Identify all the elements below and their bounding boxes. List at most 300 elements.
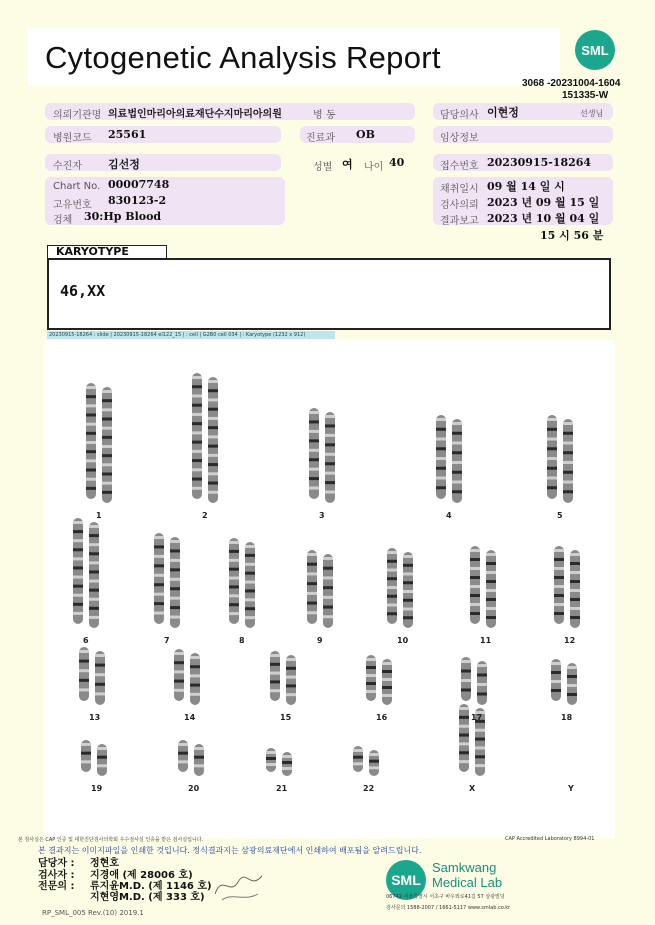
chromosome-band (387, 604, 397, 607)
chromosome-band (192, 487, 202, 490)
chromosome-band (79, 688, 89, 691)
chromosome-label-21: 21 (276, 784, 288, 793)
result-label: 결과보고 (440, 216, 479, 227)
clinical-label: 임상정보 (440, 133, 479, 144)
chromosome-band (307, 602, 317, 605)
chromosome-band (307, 592, 317, 595)
chromosome-15-2 (286, 655, 296, 705)
chromosome-15-1 (270, 651, 280, 701)
chromosome-band (554, 594, 564, 597)
image-info-strip: 20230915-18264 : slide | 20230915-18264 el122_15 | : cell | G2B0 cell 034 | : Karyotype (1232 x 912) (47, 331, 335, 339)
chromosome-band (563, 481, 573, 484)
chromosome-band (245, 598, 255, 601)
chromosome-label-2: 2 (202, 511, 208, 520)
chromosome-band (563, 471, 573, 474)
sex-value: 여 (342, 158, 353, 171)
chromosome-band (547, 418, 557, 421)
chromosome-band (452, 490, 462, 493)
chromosome-band (461, 660, 471, 663)
chromosome-13-2 (95, 651, 105, 705)
chromosome-band (174, 689, 184, 692)
chromosome-band (547, 486, 557, 489)
chromosome-band (547, 428, 557, 431)
chromosome-band (452, 481, 462, 484)
chromosome-band (369, 753, 379, 756)
chromosome-band (470, 594, 480, 597)
chromosome-band (286, 693, 296, 696)
chromosome-band (554, 585, 564, 588)
chromosome-band (89, 552, 99, 555)
chromosome-band (366, 690, 376, 693)
chromosome-band (387, 577, 397, 580)
chromosome-band (102, 491, 112, 494)
chromosome-band (282, 761, 292, 764)
chromosome-band (436, 428, 446, 431)
chromosome-band (270, 654, 280, 657)
doctor-value: 이현정 (487, 106, 519, 119)
chromosome-band (266, 757, 276, 760)
result-value: 2023 년 10 월 04 일 (487, 212, 600, 225)
chromosome-band (554, 567, 564, 570)
chromosome-band (551, 662, 561, 665)
chromosome-band (86, 404, 96, 407)
chromosome-pair-6 (73, 518, 99, 628)
chromosome-band (325, 481, 335, 484)
chromosome-label-1: 1 (96, 511, 102, 520)
chromosome-band (229, 568, 239, 571)
karyotype-value: 46,XX (60, 282, 106, 300)
chromosome-band (192, 404, 202, 407)
chromosome-band (366, 682, 376, 685)
chromosome-band (86, 386, 96, 389)
institution-label: 의뢰기관명 (53, 110, 102, 121)
chromosome-band (208, 435, 218, 438)
chromosome-band (309, 458, 319, 461)
chromosome-band (194, 764, 204, 767)
chromosome-band (190, 693, 200, 696)
manager-label: 담당자 : (38, 858, 75, 869)
chromosome-band (245, 589, 255, 592)
chromosome-band (486, 589, 496, 592)
chromosome-band (366, 658, 376, 661)
chromosome-band (154, 593, 164, 596)
chromosome-pair-3 (309, 408, 335, 503)
chromosome-band (190, 665, 200, 668)
chromosome-band (286, 658, 296, 661)
chromosome-band (229, 594, 239, 597)
chromosome-band (102, 418, 112, 421)
chromosome-band (567, 675, 577, 678)
chromosome-label-13: 13 (89, 713, 101, 722)
chromosome-label-3: 3 (319, 511, 325, 520)
chromosome-label-17: 17 (471, 713, 483, 722)
lab-name-line1: Samkwang (432, 860, 497, 875)
chromosome-band (286, 676, 296, 679)
chromosome-band (436, 438, 446, 441)
chromosome-band (154, 555, 164, 558)
chromosome-band (366, 674, 376, 677)
chromosome-band (81, 760, 91, 763)
chromosome-band (353, 749, 363, 752)
chromosome-band (86, 469, 96, 472)
chromosome-band (570, 589, 580, 592)
chromosome-band (86, 395, 96, 398)
sml-logo: SML (575, 30, 615, 70)
chromosome-band (102, 463, 112, 466)
chromosome-band (570, 553, 580, 556)
chromosome-band (567, 666, 577, 669)
chromosome-band (459, 707, 469, 710)
chromosome-band (208, 445, 218, 448)
chromosome-band (192, 413, 202, 416)
chromosome-band (563, 461, 573, 464)
chromosome-band (192, 468, 202, 471)
chromosome-band (461, 679, 471, 682)
chromosome-14-2 (190, 653, 200, 705)
report-id-line1: 3068 -20231004-1604 (522, 78, 621, 89)
chromosome-band (73, 557, 83, 560)
chromosome-band (547, 447, 557, 450)
chromosome-band (245, 581, 255, 584)
chromosome-band (570, 562, 580, 565)
chromosome-pair-22 (353, 746, 379, 776)
doctor-label: 담당의사 (440, 110, 479, 121)
chromosome-band (174, 670, 184, 673)
chromosome-pair-18 (551, 659, 577, 705)
chromosome-band (387, 612, 397, 615)
chromosome-band (486, 562, 496, 565)
chromosome-band (382, 694, 392, 697)
chromosome-pair-20 (178, 740, 204, 776)
chromosome-band (208, 491, 218, 494)
chromosome-pair-21 (266, 748, 292, 776)
chromosome-pair-19 (81, 740, 107, 776)
chromosome-pair-5 (547, 415, 573, 503)
chromosome-band (170, 559, 180, 562)
chromosome-16-2 (382, 659, 392, 705)
chromosome-band (387, 560, 397, 563)
chromosome-band (475, 738, 485, 741)
chromosome-band (194, 756, 204, 759)
chromosome-band (229, 603, 239, 606)
chromosome-band (461, 689, 471, 692)
chromosome-band (452, 461, 462, 464)
chromosome-pair-14 (174, 649, 200, 705)
chromosome-pair-12 (554, 546, 580, 628)
chromosome-band (178, 743, 188, 746)
chromosome-label-6: 6 (83, 636, 89, 645)
chromosome-band (470, 612, 480, 615)
chromosome-band (208, 398, 218, 401)
chromosome-band (459, 716, 469, 719)
form-code: RP_SML_005 Rev.(10) 2019.1 (42, 909, 144, 917)
chromosome-band (477, 674, 487, 677)
lab-name (432, 860, 502, 890)
chromosome-band (436, 467, 446, 470)
chromosome-pair-1 (86, 383, 112, 503)
report-id-line2: 151335-W (562, 90, 609, 101)
chromosome-band (325, 491, 335, 494)
chromosome-band (89, 534, 99, 537)
chromosome-pair-10 (387, 548, 413, 628)
specialist1-value: 류지윤M.D. (제 1146 호) (90, 881, 212, 892)
chromosome-band (102, 436, 112, 439)
chromosome-band (570, 571, 580, 574)
chromosome-band (192, 450, 202, 453)
chromosome-label-8: 8 (239, 636, 245, 645)
chromosome-band (192, 478, 202, 481)
chromosome-band (170, 606, 180, 609)
report-title: Cytogenetic Analysis Report (45, 40, 441, 75)
chromosome-band (270, 689, 280, 692)
chromosome-band (73, 576, 83, 579)
chromosome-band (190, 684, 200, 687)
chromosome-band (102, 445, 112, 448)
chromosome-band (323, 586, 333, 589)
department-label: 진료과 (306, 133, 335, 144)
chart-no-label: Chart No. (53, 181, 101, 192)
chromosome-band (208, 454, 218, 457)
chromosome-band (154, 574, 164, 577)
chromosome-band (403, 555, 413, 558)
chromosome-band (229, 585, 239, 588)
chromosome-band (192, 459, 202, 462)
chromosome-band (475, 746, 485, 749)
chromosome-band (554, 603, 564, 606)
unique-no-label: 고유번호 (53, 200, 92, 211)
chromosome-band (89, 589, 99, 592)
chromosome-band (323, 557, 333, 560)
chromosome-band (178, 752, 188, 755)
chromosome-band (570, 616, 580, 619)
chromosome-band (323, 576, 333, 579)
chromosome-band (563, 432, 573, 435)
chromosome-band (325, 415, 335, 418)
chromosome-band (174, 661, 184, 664)
chromosome-band (477, 664, 487, 667)
chromosome-band (387, 551, 397, 554)
chromosome-band (245, 554, 255, 557)
chromosome-band (95, 664, 105, 667)
chromosome-band (452, 432, 462, 435)
chromosome-pair-11 (470, 546, 496, 628)
chromosome-band (486, 571, 496, 574)
chromosome-pair-13 (79, 647, 105, 705)
lab-address: 06742 서울특별시 서초구 바우뫼로41길 57 삼광빌딩 (386, 894, 505, 900)
chromosome-band (266, 751, 276, 754)
collection-value: 09 월 14 일 시 (487, 180, 565, 193)
chromosome-band (563, 451, 573, 454)
examiner-label: 검사자 : (38, 870, 75, 881)
chromosome-band (282, 755, 292, 758)
chromosome-band (309, 477, 319, 480)
chromosome-band (245, 563, 255, 566)
chromosome-band (282, 767, 292, 770)
chromosome-pair-2 (192, 373, 218, 503)
chromosome-band (403, 581, 413, 584)
chromosome-band (570, 598, 580, 601)
chromosome-band (403, 616, 413, 619)
chromosome-band (459, 742, 469, 745)
chromosome-band (387, 586, 397, 589)
cap-accreditation: CAP Accredited Laboratory 8994-01 (505, 836, 595, 842)
chromosome-band (154, 536, 164, 539)
chromosome-band (178, 760, 188, 763)
chromosome-band (461, 670, 471, 673)
chromosome-band (154, 612, 164, 615)
chromosome-band (170, 568, 180, 571)
chromosome-band (154, 564, 164, 567)
chromosome-band (475, 755, 485, 758)
chromosome-band (192, 441, 202, 444)
chromosome-band (170, 578, 180, 581)
chromosome-band (486, 607, 496, 610)
chromosome-band (266, 763, 276, 766)
chromosome-band (229, 577, 239, 580)
chromosome-band (81, 752, 91, 755)
chromosome-band (325, 453, 335, 456)
chromosome-band (307, 553, 317, 556)
chromosome-band (369, 760, 379, 763)
chromosome-band (89, 525, 99, 528)
chromosome-band (563, 442, 573, 445)
chromosome-band (436, 477, 446, 480)
chromosome-band (208, 417, 218, 420)
chromosome-band (102, 390, 112, 393)
chromosome-band (190, 656, 200, 659)
chromosome-band (89, 607, 99, 610)
chromosome-band (452, 422, 462, 425)
chromosome-16-1 (366, 655, 376, 701)
chromosome-band (86, 478, 96, 481)
chromosome-band (470, 603, 480, 606)
hospital-code-label: 병원코드 (53, 133, 92, 144)
chromosome-band (459, 734, 469, 737)
chromosome-band (567, 684, 577, 687)
chromosome-band (79, 660, 89, 663)
specialist-label: 전문의 : (38, 881, 75, 892)
chromosome-band (89, 570, 99, 573)
chromosome-band (563, 490, 573, 493)
chromosome-band (102, 408, 112, 411)
chromosome-band (323, 615, 333, 618)
chromosome-band (86, 459, 96, 462)
chromosome-band (154, 545, 164, 548)
chromosome-band (208, 380, 218, 383)
chromosome-band (403, 564, 413, 567)
chromosome-band (73, 530, 83, 533)
chromosome-band (309, 439, 319, 442)
chromosome-band (551, 680, 561, 683)
chromosome-band (570, 607, 580, 610)
chromosome-band (459, 725, 469, 728)
chromosome-band (286, 667, 296, 670)
specimen-label: 검체 (53, 215, 73, 226)
chromosome-band (95, 683, 105, 686)
chromosome-label-12: 12 (564, 636, 576, 645)
chromosome-label-4: 4 (446, 511, 452, 520)
chromosome-band (73, 539, 83, 542)
chromosome-band (208, 408, 218, 411)
chromosome-band (170, 540, 180, 543)
chromosome-label-19: 19 (91, 784, 103, 793)
chromosome-band (229, 559, 239, 562)
chromosome-band (475, 764, 485, 767)
chromosome-band (89, 580, 99, 583)
chromosome-band (154, 583, 164, 586)
karyotype-tab: KARYOTYPE (47, 245, 167, 258)
chromosome-band (190, 674, 200, 677)
chromosome-band (382, 662, 392, 665)
examiner-value: 지경애 (제 28006 호) (90, 870, 193, 881)
chromosome-band (554, 558, 564, 561)
chromosome-band (486, 553, 496, 556)
chromosome-band (382, 678, 392, 681)
chromosome-band (551, 671, 561, 674)
chromosome-band (102, 482, 112, 485)
specimen-value: 30:Hp Blood (84, 210, 162, 223)
chromosome-band (403, 608, 413, 611)
chromosome-band (174, 652, 184, 655)
chromosome-band (477, 693, 487, 696)
chromosome-band (102, 427, 112, 430)
chromosome-band (436, 447, 446, 450)
chromosome-band (353, 756, 363, 759)
karyogram-image (45, 340, 615, 838)
chromosome-band (97, 764, 107, 767)
chromosome-band (208, 482, 218, 485)
chromosome-band (547, 477, 557, 480)
chromosome-band (353, 762, 363, 765)
chromosome-band (270, 672, 280, 675)
ward-label: 병 동 (313, 110, 336, 121)
chromosome-band (554, 612, 564, 615)
chromosome-band (89, 561, 99, 564)
chromosome-label-16: 16 (376, 713, 388, 722)
chromosome-band (86, 450, 96, 453)
chromosome-band (452, 471, 462, 474)
chromosome-band (309, 487, 319, 490)
chromosome-band (79, 650, 89, 653)
chromosome-pair-8 (229, 538, 255, 628)
chromosome-band (73, 548, 83, 551)
chromosome-band (470, 567, 480, 570)
reception-label: 접수번호 (440, 161, 479, 172)
chromosome-6-2 (89, 522, 99, 628)
chromosome-band (554, 576, 564, 579)
chromosome-band (86, 441, 96, 444)
chromosome-band (97, 747, 107, 750)
sex-label: 성별 (313, 162, 333, 173)
chromosome-band (86, 487, 96, 490)
chromosome-band (229, 541, 239, 544)
chromosome-band (369, 766, 379, 769)
chromosome-band (170, 549, 180, 552)
chromosome-band (245, 616, 255, 619)
chromosome-band (459, 751, 469, 754)
chromosome-label-14: 14 (184, 713, 196, 722)
chromosome-band (102, 454, 112, 457)
karyotype-box (47, 258, 611, 330)
chromosome-band (323, 606, 333, 609)
doctor-suffix: 선생님 (580, 109, 604, 118)
chromosome-band (325, 434, 335, 437)
chromosome-band (436, 457, 446, 460)
chromosome-label-18: 18 (561, 713, 573, 722)
chromosome-label-X: X (469, 784, 476, 793)
chromosome-band (307, 563, 317, 566)
chromosome-band (403, 590, 413, 593)
